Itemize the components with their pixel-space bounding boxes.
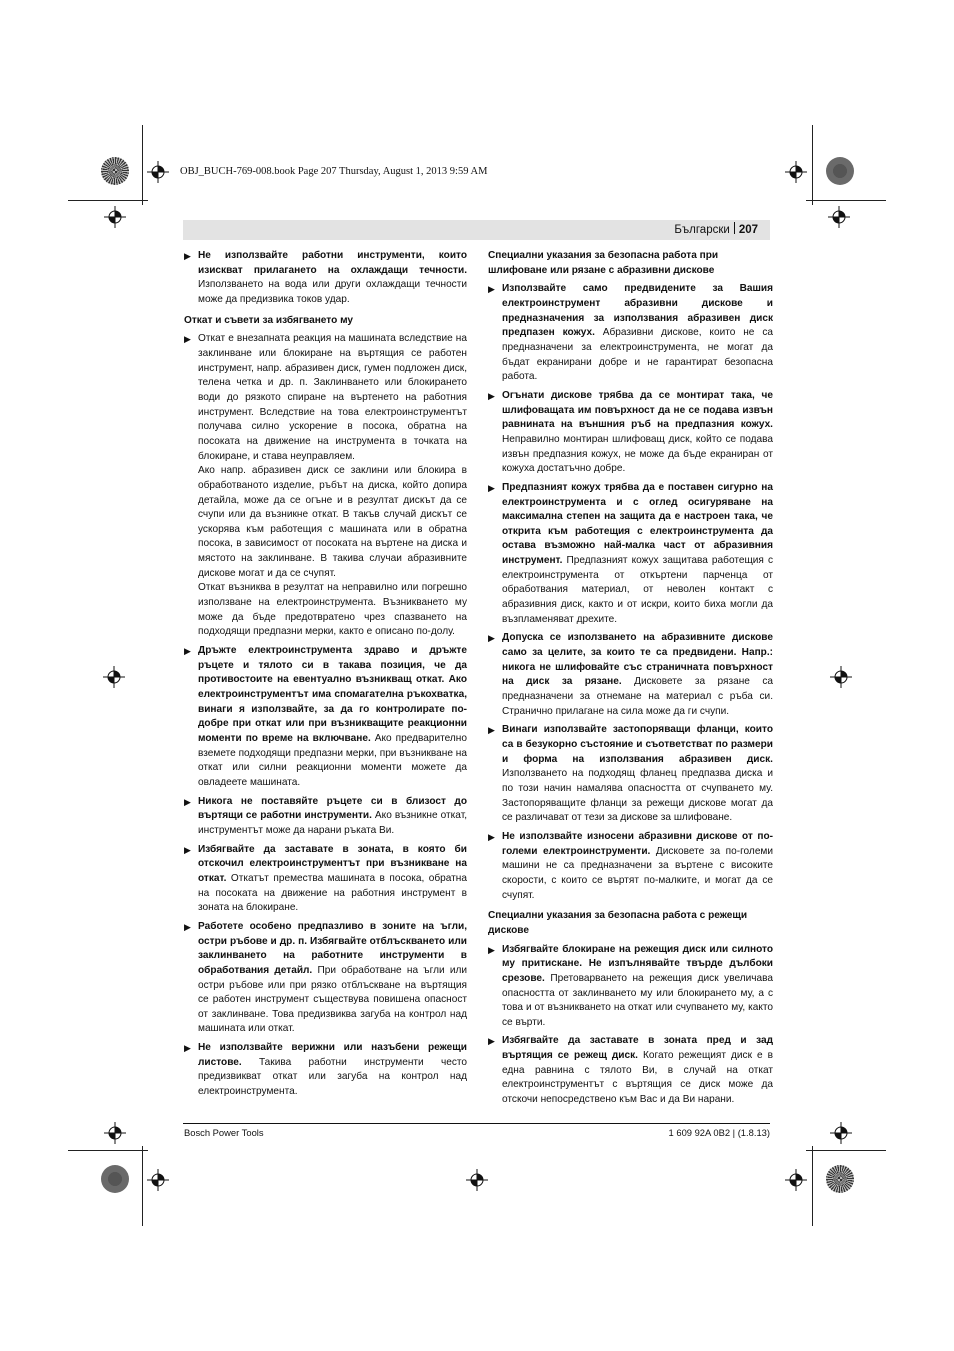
item-paragraph: Откат възниква в резултат на неправилно или погрешно използване на електроинструмента. Възникването му може да бъде предотвратено чрез спазването на подходящи предпазни мерки, както е описано по-долу. <box>198 582 467 638</box>
bullet-triangle-icon: ▶ <box>184 646 191 657</box>
item-body-text: Предпазният кожух защитава работещия с електроинструмента от откъртени парченца от обработвания материал, от неволен контакт с абразивния диск, както и от искри, които биха могли да възпламеняват дрехите. <box>502 555 773 625</box>
crop-line <box>812 125 813 205</box>
item-paragraph <box>502 943 773 1031</box>
item-paragraph <box>502 1034 773 1107</box>
item-bold-text: Винаги използвайте застопоряващи фланци, които са в безукорно състояние и съответстват по размери и форма на използвания абразивен диск. <box>502 724 773 765</box>
safety-item <box>184 1041 467 1100</box>
safety-item <box>184 644 467 791</box>
color-dial-icon <box>101 157 129 185</box>
crop-line <box>142 1146 143 1226</box>
registration-target-icon <box>466 1169 488 1191</box>
header-language: Български <box>674 224 730 236</box>
item-body-text: При обработване на ъгли или остри ръбове или при рязко отблъскване на въртящия се работен инструмент съществува повишена опасност от заклинване. Това предизвиква загуба на контрол над машината или откат. <box>198 964 467 1035</box>
registration-target-icon <box>828 206 850 228</box>
bullet-triangle-icon: ▶ <box>488 482 495 493</box>
item-paragraph <box>502 830 773 903</box>
registration-target-icon <box>104 206 126 228</box>
bullet-triangle-icon: ▶ <box>488 633 495 644</box>
crop-line <box>806 200 886 201</box>
safety-item <box>184 843 467 916</box>
item-bold-text: Не използвайте работни инструменти, които изискват прилагането на охлаждащи течности. <box>198 250 467 276</box>
bullet-triangle-icon: ▶ <box>488 284 495 295</box>
bullet-triangle-icon: ▶ <box>184 251 191 261</box>
footer-doc-number: 1 609 92A 0B2 | (1.8.13) <box>668 1127 770 1138</box>
color-dial-icon <box>826 157 854 185</box>
registration-target-icon <box>147 161 169 183</box>
safety-item <box>488 943 773 1031</box>
item-bold-text: Никога не поставяйте ръцете си в близост до въртящи се работни инструменти. <box>198 795 467 822</box>
registration-target-icon <box>104 1122 126 1144</box>
item-paragraph <box>198 920 467 1037</box>
item-bold-text: Избягвайте блокиране на режещия диск или силното му притискане. Не изпълнявайте твърде дълбоки срезове. <box>502 943 773 984</box>
safety-item <box>488 282 773 385</box>
page-number: 207 <box>738 224 758 236</box>
item-paragraph <box>198 843 467 916</box>
item-paragraph <box>198 332 467 464</box>
crop-line <box>68 200 148 201</box>
item-bold-text: Предпазният кожух трябва да е поставен сигурно на електроинструмента и с оглед осигуряване на максимална степен на защита да е настроен така, че открита към работещия с електроинструмента да остава възможно най-малка част от абразивния инструмент. <box>502 481 773 567</box>
item-paragraph <box>198 795 467 839</box>
item-paragraph <box>502 631 773 719</box>
item-bold-text: Огънати дискове трябва да се монтират така, че шлифоващата им повърхност да не се подава извън равнината на външния ръб на предпазния кожух. <box>502 389 773 431</box>
item-body-text: Дисковете за по-големи машини не са предназначени за въртене с високите скорости, с които се въртят по-малките, и могат да се счупят. <box>502 845 774 901</box>
section-heading: Специални указания за безопасна работа при шлифоване или рязане с абразивни дискове <box>488 250 719 276</box>
registration-target-icon <box>830 666 852 688</box>
safety-item <box>184 332 467 640</box>
bullet-triangle-icon: ▶ <box>184 921 191 932</box>
safety-item <box>488 1034 773 1107</box>
bullet-triangle-icon: ▶ <box>488 1036 495 1047</box>
safety-item <box>488 723 773 826</box>
item-bold-text: Избягвайте да заставате в зоната пред и зад въртящия се режещ диск. <box>502 1035 773 1062</box>
item-body-text: Откатът премества машината в посока, обратна на посоката на движение на работния инструмент в зоната на блокиране. <box>198 872 467 914</box>
right-column <box>488 249 773 1112</box>
item-paragraph: Ако напр. абразивен диск се заклини или блокира в обработваното изделие, ръбът на диска, който допира детайла, може да се огъне и в резултат дискът да се счупи или да възникне откат. В такъв случай дискът се ускорява към работещия с машината или в обратна посока, в зависимост от посоката на въртене на диска и мястото на заклинване. В такива случаи абразивните дискове могат и да се счупят. <box>198 465 467 579</box>
left-column <box>184 249 467 1104</box>
safety-item <box>488 830 773 903</box>
item-bold-text: Избягвайте да заставате в зоната, в която би отскочил електроинструментът при възникване на откат. <box>198 843 467 884</box>
item-paragraph <box>198 249 467 308</box>
footer-brand: Bosch Power Tools <box>184 1127 264 1138</box>
item-body-text: Такива работни инструменти често предизвикват откат или загуба на контрол над електроинструмента. <box>198 1056 467 1098</box>
safety-item <box>184 920 467 1037</box>
section-heading: Откат и съвети за избягването му <box>184 314 354 326</box>
bullet-triangle-icon: ▶ <box>488 944 495 955</box>
crop-line <box>812 1146 813 1226</box>
safety-item <box>488 389 773 477</box>
bullet-triangle-icon: ▶ <box>184 796 191 807</box>
item-body-text: Използването на вода или други охлаждащи течности може да предизвика токов удар. <box>198 279 467 305</box>
item-body-text: Абразивни дискове, които не са предназначени за електроинструмента, не могат да бъдат екранирани добре и не гарантират безопасна работа. <box>502 327 773 383</box>
item-bold-text: Използвайте само предвидените за Вашия електроинструмент абразивни дискове и предназначения за използвания абразивен диск предпазен кожух. <box>502 283 773 339</box>
item-body-text: Откат е внезапната реакция на машината вследствие на заклинване или блокиране на въртящия се работен инструмент, напр. абразивен диск, гумен подложен диск, телена четка и др. п. Заклинването или блокирането води до рязкото спиране на въртенето на работния инструмент. Вследствие на това електроинструментът получава силно ускорение в посока, обратна на посоката на движение на инструмента в точката на блокиране, и става неуправляем. <box>198 333 467 462</box>
item-paragraph <box>198 644 467 791</box>
registration-target-icon <box>785 161 807 183</box>
bullet-triangle-icon: ▶ <box>488 725 495 736</box>
item-body-text: Неправилно монтиран шлифоващ диск, който се подава извън предпазния кожух, не може да бъде екраниран от кожуха достатъчно добре. <box>502 433 773 475</box>
registration-target-icon <box>103 666 125 688</box>
header-text <box>674 222 758 236</box>
item-body-text: Дисковете за рязане са предназначени за отнемане на материал с ръба си. Странично прилагане на сила може да ги счупи. <box>502 676 773 717</box>
item-bold-text: Не използвайте верижни или назъбени режещи листове. <box>198 1042 467 1068</box>
item-paragraph <box>502 389 773 477</box>
section-heading: Специални указания за безопасна работа с режещи дискове <box>488 910 748 936</box>
registration-target-icon <box>147 1169 169 1191</box>
item-paragraph <box>502 481 773 628</box>
footer-rule <box>183 1123 770 1124</box>
safety-item <box>184 795 467 839</box>
item-bold-text: Не използвайте износени абразивни дискове от по-големи електроинструменти. <box>502 830 773 857</box>
safety-item <box>184 249 467 308</box>
item-body-text: Ако предварително вземете подходящи предпазни мерки, при възникване на откат или силни реакционни моменти можете да овладеете машината. <box>198 733 467 788</box>
registration-target-icon <box>830 1122 852 1144</box>
crop-line <box>68 1150 148 1151</box>
item-body-text: Претоварването на режещия диск увеличава опасността от заклинването му или блокирането му, а с това и от възникването на откат или счупването му, както се върти. <box>502 972 773 1028</box>
page-header <box>183 220 770 240</box>
item-body-text: Ако възникне откат, инструментът може да нарани ръката Ви. <box>198 810 468 836</box>
item-paragraph <box>198 1041 467 1100</box>
registration-target-icon <box>785 1169 807 1191</box>
job-line: OBJ_BUCH-769-008.book Page 207 Thursday, August 1, 2013 9:59 AM <box>180 166 488 177</box>
bullet-triangle-icon: ▶ <box>184 844 191 855</box>
item-paragraph <box>502 723 773 826</box>
item-body-text: Използването на подходящ фланец предпазва диска и по този начин намалява опасността от счупването му. Застопоряващите фланци за режещи дискове могат да се различават от тези за дискове за шлифоване. <box>502 768 773 824</box>
color-dial-icon <box>826 1165 854 1193</box>
header-separator <box>734 222 735 234</box>
item-paragraph <box>502 282 773 385</box>
bullet-triangle-icon: ▶ <box>184 1043 191 1054</box>
color-dial-icon <box>101 1165 129 1193</box>
safety-item <box>488 481 773 628</box>
item-bold-text: Дръжте електроинструмента здраво и дръжте ръцете и тялото си в такава позиция, че да противостоите на евентуално възникващ откат. Ако електроинструментът има спомагателна ръкохватка, винаги я използвайте, за да го контролирате по-добре при откат или при възникващите реакционни моменти по време на включване. <box>198 645 467 744</box>
bullet-triangle-icon: ▶ <box>488 831 495 842</box>
item-bold-text: Допуска се използването на абразивните дискове само за целите, за които те са предвидени. Напр.: никога не шлифовайте със страничната повърхност на диск за рязане. <box>502 632 773 688</box>
item-body-text: Когато режещият диск е в една равнина с тялото Ви, в случай на откат електроинструментът с въртящия се диск може да отскочи непосредствено към Вас и да Ви нарани. <box>502 1050 774 1106</box>
bullet-triangle-icon: ▶ <box>488 390 495 401</box>
item-bold-text: Работете особено предпазливо в зоните на ъгли, остри ръбове и др. п. Избягвайте отблъскването или заклинването на работните инструменти в обработвания детайл. <box>198 920 467 976</box>
safety-item <box>488 631 773 719</box>
crop-line <box>142 125 143 205</box>
crop-line <box>806 1150 886 1151</box>
bullet-triangle-icon: ▶ <box>184 334 191 345</box>
